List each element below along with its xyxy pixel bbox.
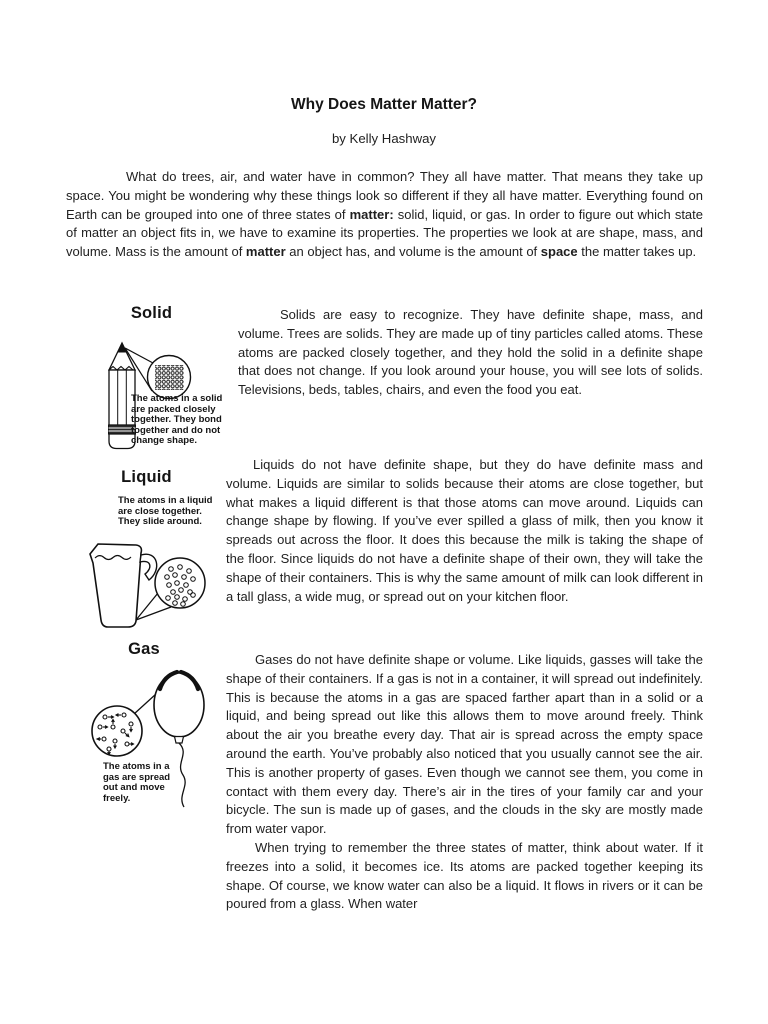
liquid-heading: Liquid xyxy=(121,468,172,486)
solid-heading: Solid xyxy=(130,304,173,322)
byline: by Kelly Hashway xyxy=(331,131,437,146)
intro-bold-matter: matter xyxy=(245,244,286,260)
intro-text-3: an object has, and volume is the amount of xyxy=(285,244,541,260)
solid-caption: The atoms in a solid are packed closely together. They bond together and do not change shape. xyxy=(131,393,223,447)
gas-heading: Gas xyxy=(128,640,160,658)
liquid-caption: The atoms in a liquid are close together. They slide around. xyxy=(118,495,213,528)
solid-paragraph: Solids are easy to recognize. They have definite shape, mass, and volume. Trees are solids. They are made up of tiny particles called atoms. These atoms are packed closely together, and they hold the solid in a definite shape that does not change. If you look around your house, you will see lots of solids. Televisions, beds, tables, chairs, and even the food you eat. xyxy=(238,307,703,398)
intro-text-4: the matter takes up. xyxy=(577,244,697,260)
intro-text-1: What do trees, air, and water have in common? They all have matter. That means they take up space. You might be wondering why these things look so different if they all have matter. Everything found on Earth can be grouped into one of three states of xyxy=(66,169,703,222)
gas-atoms-circle xyxy=(92,706,142,756)
gas-text-column xyxy=(226,651,703,914)
gas-caption: The atoms in a gas are spread out and move freely. xyxy=(103,761,171,804)
intro-bold-space: space xyxy=(540,244,578,260)
page-title: Why Does Matter Matter? xyxy=(290,96,478,113)
liquid-atoms-circle xyxy=(155,558,205,608)
liquid-paragraph: Liquids do not have definite shape, but they do have definite mass and volume. Liquids are similar to solids because their atoms are close together, but what makes a liquid different is that those atoms can move around. Liquids can change shape by flowing. If you’ve ever spilled a glass of milk, then you know it spreads out across the floor. It does this because the milk is taking the shape of the floor. Since liquids do not have a definite shape of their own, they will take the shape of their containers. This is why the same amount of milk can look different in a tall glass, a wide mug, or spread out on your kitchen floor. xyxy=(226,457,703,604)
intro-paragraph xyxy=(66,168,703,262)
intro-bold-matter-colon: matter: xyxy=(349,206,394,222)
pitcher-liquid-illustration xyxy=(83,537,208,637)
intro-text-2: solid, liquid, or gas. In order to figure out which state of matter an object fits in, we have to examine its properties. The properties we look at are shape, mass, and volume. Mass is the amount of xyxy=(66,206,704,260)
gas-paragraph: Gases do not have definite shape or volume. Like liquids, gasses will take the shape of their containers. If a gas is not in a container, it will spread out indefinitely. This is because the atoms in a gas are spaced farther apart than in a solid or a liquid, and being spread out like this allows them to move around freely. Think about the air you breathe every day. That air is spread across the empty space around the earth. You’ve probably also noticed that you usually cannot see the air. This is another property of gases. Even though we cannot see them, you come in contact with them every day. There’s air in the tires of your family car and your bicycle. The sun is made up of gases, and the clouds in the sky are mostly made from water vapor. xyxy=(226,652,703,837)
closing-paragraph: When trying to remember the three states of matter, think about water. If it freezes into a solid, it becomes ice. Its atoms are packed together keeping its shape. Of course, we know water can also be a liquid. It flows in rivers or it can be poured from a glass. When water xyxy=(226,839,703,912)
